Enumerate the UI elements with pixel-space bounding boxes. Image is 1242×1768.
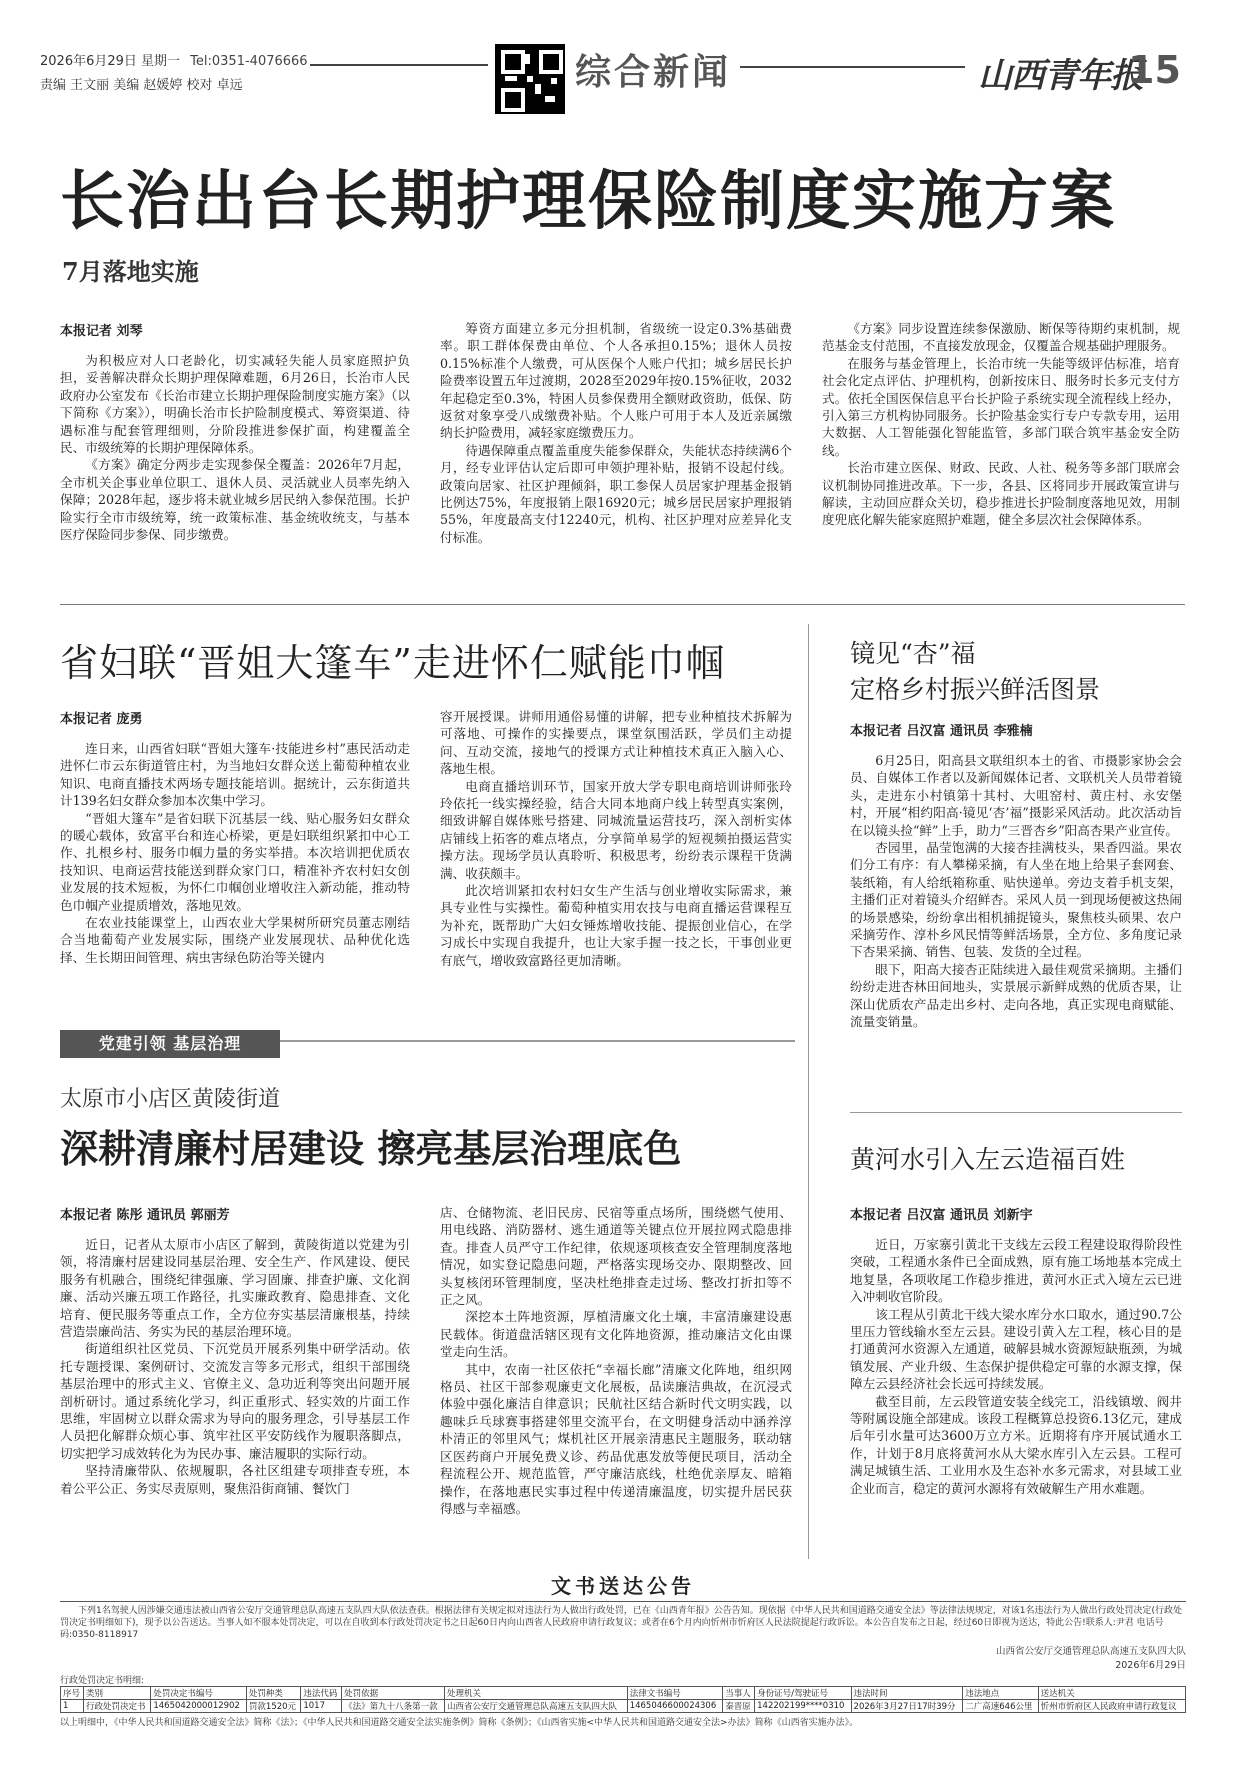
paragraph: 该工程从引黄北干线大梁水库分水口取水，通过90.7公里压力管线输水至左云县。建设引黄入左工程，核心目的是打通黄河水资源入左通道，破解县城水资源短缺瓶颈，为城镇发展、产业升级、生态保护提供稳定可靠的水源支撑，保障左云县经济社会长远可持续发展。	[850, 1306, 1182, 1392]
table-cell: 山西省公安厅交通管理总队高速五支队四大队	[444, 1700, 627, 1713]
table-header-cell: 序号	[61, 1687, 84, 1700]
table-cell: 1	[61, 1700, 84, 1713]
penalty-table	[60, 1686, 1186, 1713]
divider	[60, 604, 1185, 605]
qr-code-icon	[495, 44, 565, 114]
paragraph: 待遇保障重点覆盖重度失能参保群众，失能状态持续满6个月，经专业评估认定后即可申领护理补贴，报销不设起付线。政策向居家、社区护理倾斜，职工参保人员居家护理基金报销比例达75%，年度报销上限16920元；城乡居民居家护理报销55%，年度最高支付12240元，机构、社区护理对应差异化支付标准。	[440, 442, 792, 545]
article-body	[850, 1236, 1182, 1497]
article-headline-line2: 定格乡村振兴鲜活图景	[850, 675, 1101, 704]
table-header-cell: 处罚种类	[246, 1687, 300, 1700]
table-cell: 《法》第九十八条第一款	[342, 1700, 445, 1713]
table-cell: 罚款1520元	[246, 1700, 300, 1713]
article-column-1	[60, 1236, 410, 1497]
byline: 本报记者 吕汉富 通讯员 李雅楠	[850, 724, 1033, 739]
article-column-2	[440, 708, 792, 969]
divider	[808, 624, 809, 1559]
table-cell: 1465046600024306	[627, 1700, 723, 1713]
paragraph: 《方案》同步设置连续参保激励、断保等待期约束机制，规范基金支付范围，不直接发放现金，仅覆盖合规基础护理服务。	[822, 321, 1180, 354]
table-header-cell: 处理机关	[444, 1687, 627, 1700]
table-caption: 行政处罚决定书明细:	[60, 1676, 145, 1686]
paragraph: 杏园里，晶莹饱满的大接杏挂满枝头，果香四溢。果农们分工有序：有人攀梯采摘，有人坐在地上给果子套网套、装纸箱，有人给纸箱称重、贴快递单。旁边支着手机支架，主播们正对着镜头介绍鲜杏。采风人员一到现场便被这热闹的场景感染，纷纷拿出相机捕捉镜头，聚焦枝头硕果、农户采摘劳作、淳朴乡风民情等鲜活场景，全方位、多角度记录下杏果采摘、销售、包装、发货的全过程。	[850, 840, 1182, 960]
table-header-cell: 当事人	[723, 1687, 755, 1700]
paragraph: 近日，万家寨引黄北干支线左云段工程建设取得阶段性突破，工程通水条件已全面成熟，原有施工场地基本完成土地复垦，各项收尾工作稳步推进，黄河水正式入境左云已进入冲刺收官阶段。	[850, 1237, 1182, 1305]
paragraph: 坚持清廉带队、依规履职，各社区组建专项排查专班，本着公平公正、务实尽责原则，聚焦沿街商铺、餐饮门	[60, 1463, 410, 1496]
table-header-cell: 身份证号/驾驶证号	[755, 1687, 851, 1700]
notice-footer: 以上明细中，《中华人民共和国道路交通安全法》简称《法》；《中华人民共和国道路交通安全法实施条例》简称《条例》；《山西省实施<中华人民共和国道路交通安全法>办法》简称《山西省实施办法》。	[60, 1718, 859, 1728]
byline: 本报记者 吕汉富 通讯员 刘新宇	[850, 1208, 1033, 1223]
article-headline: 长治出台长期护理保险制度实施方案	[60, 164, 1116, 239]
notice-box	[60, 1570, 1186, 1750]
table-header-cell: 违法地点	[963, 1687, 1038, 1700]
section-title: 综合新闻	[575, 51, 732, 93]
table-header-cell: 送达机关	[1038, 1687, 1185, 1700]
paragraph: 在农业技能课堂上，山西农业大学果树所研究员董志刚结合当地葡萄产业发展实际，围绕产业发展现状、品种优化选择、生长期田间管理、病虫害绿色防治等关键内	[60, 915, 410, 965]
paragraph: 店、仓储物流、老旧民房、民宿等重点场所，围绕燃气使用、用电线路、消防器材、逃生通道等关键点位开展拉网式隐患排查。排查人员严守工作纪律，依规逐项核查安全管理制度落地情况，如实登记隐患问题，严格落实现场交办、限期整改、回头复核闭环管理制度，坚决杜绝排查走过场、整改打折扣等不正之风。	[440, 1205, 792, 1308]
table-cell: 1465042000012902	[151, 1700, 247, 1713]
article-headline: 省妇联“晋姐大篷车”走进怀仁赋能巾帼	[60, 641, 725, 685]
table-cell: 忻州市忻府区人民政府申请行政复议	[1038, 1700, 1185, 1713]
paragraph: 截至目前，左云段管道安装全线完工，沿线镇墩、阀井等附属设施全部建成。该段工程概算总投资6.13亿元，建成后年引水量可达3600万立方米。近期将有序开展试通水工作，计划于8月底将黄河水从大梁水库引入左云县。工程可满足城镇生活、工业用水及生态补水多元需求，对县域工业企业而言，稳定的黄河水源将有效破解生产用水难题。	[850, 1393, 1182, 1496]
phone-number: Tel:0351-4076666	[190, 54, 308, 69]
article-headline: 黄河水引入左云造福百姓	[850, 1145, 1126, 1174]
article-column-2	[440, 320, 792, 546]
paragraph: 6月25日，阳高县文联组织本土的省、市摄影家协会会员、自媒体工作者以及新闻媒体记者、文联机关人员带着镜头，走进东小村镇第十其村、大咀窑村、黄庄村、永安堡村，开展“相约阳高·镜见‘杏’福”摄影采风活动。此次活动旨在以镜头捡“鲜”上手，助力“三晋杏乡”阳高杏果产业宣传。	[850, 753, 1182, 838]
table-header-cell: 类别	[83, 1687, 150, 1700]
section-tag: 党建引领 基层治理	[60, 1030, 280, 1058]
byline: 本报记者 刘琴	[60, 324, 143, 339]
table-cell: 行政处罚决定书	[83, 1700, 150, 1713]
notice-date: 2026年6月29日	[1115, 1660, 1186, 1671]
paragraph: 眼下，阳高大接杏正陆续进入最佳观赏采摘期。主播们纷纷走进杏林田间地头，实景展示新鲜成熟的优质杏果，让深山优质农产品走出乡村、走向各地，真正实现电商赋能、流量变销量。	[850, 961, 1182, 1030]
article-kicker: 太原市小店区黄陵街道	[60, 1087, 281, 1112]
paragraph: 《方案》确定分两步走实现参保全覆盖：2026年7月起，全市机关企事业单位职工、退休人员、灵活就业人员率先纳入保障；2028年起，逐步将未就业城乡居民纳入参保范围。长护险实行全市市级统筹，统一政策标准、基金统收统支，与基本医疗保险同步参保、同步缴费。	[60, 457, 410, 543]
paragraph: 其中，农南一社区依托“幸福长廊”清廉文化阵地，组织网格员、社区干部参观廉吏文化展板，品读廉洁典故，在沉浸式体验中强化廉洁自律意识；民航社区结合新时代文明实践，以趣味乒乓球赛事搭建邻里交流平台，在文明健身活动中涵养淳朴清正的邻里风气；煤机社区开展亲清惠民主题服务，联动辖区医药商户开展免费义诊、药品优惠发放等便民项目，活动全程流程公开、规范监管，严守廉洁底线，杜绝优亲厚友、暗箱操作，在落地惠民实事过程中传递清廉温度，切实提升居民获得感与幸福感。	[440, 1361, 792, 1516]
paragraph: 筹资方面建立多元分担机制，省级统一设定0.3%基础费率。职工群体保费由单位、个人各承担0.15%；退休人员按0.15%标准个人缴费，可从医保个人账户代扣；城乡居民长护险费率设置五年过渡期，2028至2029年按0.15%征收，2032年起稳定至0.3%，特困人员参保费用全额财政资助，低保、防返贫对象享受八成缴费补贴。个人账户可用于本人及近亲属缴纳长护险费用，减轻家庭缴费压力。	[440, 321, 792, 441]
notice-body: 下列1名驾驶人因涉嫌交通违法被山西省公安厅交通管理总队高速五支队四大队依法查获。根据法律有关规定拟对违法行为人做出行政处罚，已在《山西青年报》公告告知。现依据《中华人民共和国道路交通安全法》等法律法规规定，对该1名违法行为人做出行政处罚决定(行政处罚决定书明细如下)，现予以公告送达。当事人如不服本处罚决定，可以在自收到本行政处罚决定书之日起60日内向山西省人民政府申请行政复议；或者在6个月内向忻州市忻府区人民法院提起行政诉讼。本公告自发布之日起，经过60日即视为送达，特此公告!联系人:尹君 电话号码:0350-8118917	[60, 1606, 1182, 1640]
paragraph: 容开展授课。讲师用通俗易懂的讲解，把专业种植技术拆解为可落地、可操作的实操要点，课堂氛围活跃，学员们主动提问、互动交流，接地气的授课方式让种植技术真正入脑入心、落地生根。	[440, 709, 792, 777]
article-column-3	[822, 320, 1180, 529]
table-header-cell: 法律文书编号	[627, 1687, 723, 1700]
paragraph: 为积极应对人口老龄化，切实减轻失能人员家庭照护负担，妥善解决群众长期护理保障难题，6月26日，长治市人民政府办公室发布《长治市建立长期护理保险制度实施方案》（以下简称《方案》），明确长治市长护险制度模式、筹资渠道、待遇标准与配套管理细则，分阶段推进参保扩面，构建覆盖全民、市级统筹的长期护理保障体系。	[60, 353, 410, 456]
page-number: 15	[1128, 48, 1181, 92]
newspaper-logo: 山西青年报	[978, 56, 1143, 96]
article-headline: 镜见“杏”福	[850, 639, 976, 668]
paragraph: “晋姐大篷车”是省妇联下沉基层一线、贴心服务妇女群众的暖心载体，致富平台和连心桥梁，更是妇联组织紧扣中心工作、扎根乡村、服务巾帼力量的务实举措。本次培训把优质农技知识、电商运营技能送到群众家门口，精准补齐农村妇女创业发展的技术短板，为怀仁巾帼创业增收注入新动能，推动特色巾帼产业提质增效，落地见效。	[60, 810, 410, 913]
divider	[850, 1112, 1182, 1113]
table-cell: 秦晋原	[723, 1700, 755, 1713]
table-header-cell: 处罚依据	[342, 1687, 445, 1700]
notice-issuer: 山西省公安厅交通管理总队高速五支队四大队	[995, 1646, 1186, 1657]
table-header-cell: 违法时间	[851, 1687, 963, 1700]
issue-date: 2026年6月29日 星期一	[40, 54, 181, 69]
table-row	[61, 1700, 1186, 1713]
byline: 本报记者 庞勇	[60, 712, 143, 727]
article-column-1	[60, 352, 410, 543]
table-cell: 142202199****0310	[755, 1700, 851, 1713]
article-column-2	[440, 1204, 792, 1517]
paragraph: 连日来，山西省妇联“晋姐大篷车·技能进乡村”惠民活动走进怀仁市云东街道管庄村，为当地妇女群众送上葡萄种植农业知识、电商直播技术两场专题技能培训。据统计，云东街道共计139名妇女群众参加本次集中学习。	[60, 741, 410, 809]
byline: 本报记者 陈彤 通讯员 郭丽芳	[60, 1208, 230, 1223]
article-subhead: 7月落地实施	[62, 257, 199, 286]
article-column-1	[60, 740, 410, 966]
article-headline: 深耕清廉村居建设 擦亮基层治理底色	[60, 1126, 682, 1171]
table-cell: 2026年3月27日17时39分	[851, 1700, 963, 1713]
table-cell: 二广高速646公里	[963, 1700, 1038, 1713]
article-body	[850, 752, 1182, 1031]
paragraph: 此次培训紧扣农村妇女生产生活与创业增收实际需求，兼具专业性与实操性。葡萄种植实用农技与电商直播运营课程互为补充，既帮助广大妇女锤炼增收技能、提振创业信心，在学习成长中实现自我提升，也让大家手握一技之长，干事创业更有底气，增收致富路径更加清晰。	[440, 883, 792, 968]
paragraph: 近日，记者从太原市小店区了解到，黄陵街道以党建为引领，将清廉村居建设同基层治理、安全生产、作风建设、便民服务有机融合，围绕纪律强廉、学习固廉、排查护廉、文化润廉、活动兴廉五项工作路径，扎实廉政教育、隐患排查、文化培育、便民服务等重点工作，全方位夯实基层清廉根基，持续营造崇廉尚洁、务实为民的基层治理环境。	[60, 1237, 410, 1340]
table-header-cell: 处罚决定书编号	[151, 1687, 247, 1700]
paragraph: 在服务与基金管理上，长治市统一失能等级评估标准，培育社会化定点评估、护理机构，创新按床日、服务时长多元支付方式。依托全国医保信息平台长护险子系统实现全流程线上经办，引入第三方机构协同服务。长护险基金实行专户专款专用，运用大数据、人工智能强化智能监管，多部门联合筑牢基金安全防线。	[822, 355, 1180, 458]
editors-line: 责编 王文丽 美编 赵媛婷 校对 卓远	[40, 78, 243, 93]
paragraph: 深挖本土阵地资源，厚植清廉文化土壤，丰富清廉建设惠民载体。街道盘活辖区现有文化阵地资源，推动廉洁文化由课堂走向生活。	[440, 1309, 792, 1360]
paragraph: 街道组织社区党员、下沉党员开展系列集中研学活动。依托专题授课、案例研讨、交流发言等多元形式，组织干部围绕基层治理中的形式主义、官僚主义、急功近利等突出问题开展剖析研讨。通过系统化学习，纠正重形式、轻实效的片面工作思维，牢固树立以群众需求为导向的服务理念，引导基层工作人员把化解群众烦心事、筑牢社区平安防线作为履职落脚点，切实把学习成效转化为为民办事、廉洁履职的实际行动。	[60, 1341, 410, 1461]
paragraph: 电商直播培训环节，国家开放大学专职电商培训讲师张玲玲依托一线实操经验，结合大同本地商户线上转型真实案例，细致讲解自媒体账号搭建、同城流量运营技巧，深入剖析实体店铺线上拓客的难点堵点，分享简单易学的短视频拍摄运营实操方法。现场学员认真聆听、积极思考，纷纷表示课程干货满满、收获颇丰。	[440, 778, 792, 881]
table-cell: 1017	[301, 1700, 342, 1713]
notice-title: 文书送达公告	[60, 1570, 1186, 1602]
paragraph: 长治市建立医保、财政、民政、人社、税务等多部门联席会议机制协同推进改革。下一步，各县、区将同步开展政策宣讲与解读，主动回应群众关切，稳步推进长护险制度落地见效，用制度兜底化解失能家庭照护难题，健全多层次社会保障体系。	[822, 460, 1180, 528]
table-header-cell: 违法代码	[301, 1687, 342, 1700]
